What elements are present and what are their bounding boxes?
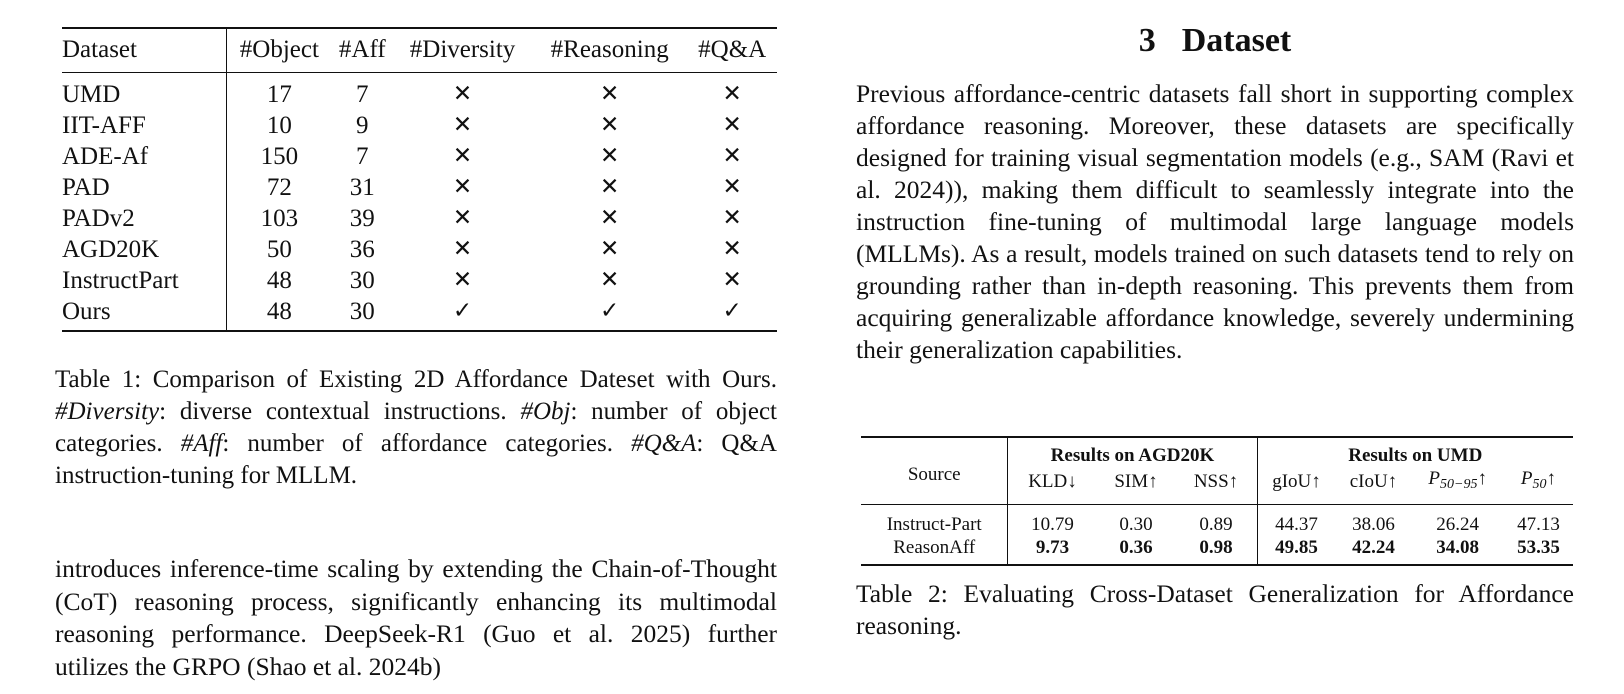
cell-aff: 7 [356,81,369,108]
cell-source: ReasonAff [861,536,1008,565]
p-subscript: 50 [1532,477,1547,492]
cell-object: 150 [260,143,299,170]
caption-text: : number of affordance categories. [222,430,632,457]
caption-text: : number of object categories. [55,398,777,457]
cell-object: 50 [266,236,292,263]
header-giou: gIoU↑ [1257,467,1335,505]
table-row [861,536,1573,565]
caption-text: : Q&A instruction-tuning for MLLM. [55,430,777,489]
cell-value-bold: 49.85 [1257,536,1335,565]
header-nss: NSS↑ [1175,467,1257,505]
cross-mark: ✕ [452,112,473,138]
cross-mark: ✕ [600,236,620,262]
cell-aff: 9 [356,112,369,139]
cross-mark: ✕ [600,112,620,138]
cell-value: 10.79 [1031,514,1074,535]
header-kld: KLD↓ [1008,467,1097,505]
cell-value: 44.37 [1275,514,1318,535]
section-heading [856,22,1574,60]
cell-value: 0.89 [1175,505,1257,537]
cell-object: 10 [266,112,292,139]
header-reasoning: #Reasoning [532,28,687,73]
table-row [861,505,1573,537]
table-2-caption: Table 2: Evaluating Cross-Dataset Generalization for Affordance reasoning. [856,579,1574,640]
table-row [62,141,777,172]
caption-math: #Q&A [631,430,697,457]
cell-dataset: AGD20K [62,234,227,265]
cell-dataset: UMD [62,73,227,111]
cross-mark: ✕ [600,205,620,231]
cell-value: 26.24 [1436,514,1480,535]
up-arrow: ↑ [1546,468,1556,489]
cell-dataset: InstructPart [62,265,227,296]
cross-mark: ✕ [722,267,742,293]
cross-mark: ✕ [722,205,742,231]
p-symbol: P [1520,468,1533,489]
cross-mark: ✕ [600,174,620,200]
table-row [62,203,777,234]
cell-value-bold: 53.35 [1504,536,1573,565]
cell-object: 48 [266,267,292,294]
left-body-paragraph: introduces inference-time scaling by extending the Chain-of-Thought (CoT) reasoning process, significantly enhancing its multimodal reasoning performance. DeepSeek-R1 (Guo et al. 2025) further utilizes the GRPO (Shao et al. 2024b) [55,554,777,681]
cross-mark: ✕ [452,205,473,231]
cell-source: Instruct-Part [861,505,1008,537]
header-sim: SIM↑ [1097,467,1176,505]
cell-aff: 31 [349,174,375,201]
cell-dataset: PADv2 [62,203,227,234]
header-p50 [1504,467,1573,505]
cell-value-bold: 42.24 [1335,536,1411,565]
check-mark: ✓ [532,296,687,331]
cross-mark: ✕ [600,143,620,169]
cross-mark: ✕ [452,81,473,107]
cross-mark: ✕ [722,81,742,107]
cell-aff: 30 [332,296,394,331]
p-symbol: P [1428,468,1440,489]
cross-mark: ✕ [600,81,620,107]
cell-value: 47.13 [1517,514,1560,535]
cell-value-bold: 9.73 [1008,536,1097,565]
cross-mark: ✕ [600,267,620,293]
cross-mark: ✕ [452,236,473,262]
cell-aff: 7 [356,143,369,170]
section-body-paragraph: Previous affordance-centric datasets fall short in supporting complex affordance reasoning. Moreover, these datasets are specifically designed for training visual segmentation models (e.g., SAM (Ravi et al. 2024)), making them difficult to seamlessly integrate into the instruction fine-tuning of multimodal large language models (MLLMs). As a result, models trained on such datasets tend to rely on grounding rather than in-depth reasoning. This prevents them from acquiring generalizable affordance knowledge, severely undermining their generalization capabilities. [856,79,1574,364]
header-source: Source [861,437,1008,505]
table-1 [62,27,777,332]
check-mark: ✓ [687,296,777,331]
cross-mark: ✕ [452,174,473,200]
table-1-caption [55,364,777,492]
header-ciou: cIoU↑ [1335,467,1411,505]
header-qa: #Q&A [687,28,777,73]
cell-value-bold: 0.98 [1175,536,1257,565]
caption-text: : diverse contextual instructions. [159,398,521,425]
cross-mark: ✕ [452,267,473,293]
section-title: Dataset [1181,22,1292,59]
header-p50-95 [1411,467,1503,505]
cell-dataset: Ours [62,296,227,331]
cell-aff: 39 [349,205,375,232]
header-object: #Object [227,28,332,73]
cell-dataset: IIT-AFF [62,110,227,141]
section-number: 3 [1138,22,1156,59]
table-row [62,234,777,265]
caption-math: #Obj [520,398,571,425]
header-dataset: Dataset [62,28,227,73]
cross-mark: ✕ [722,112,742,138]
header-aff: #Aff [332,28,394,73]
cell-aff: 36 [349,236,375,263]
cell-value: 0.30 [1119,514,1153,535]
cell-object: 72 [266,174,292,201]
table-row [62,73,777,111]
table-row [62,110,777,141]
cross-mark: ✕ [722,174,742,200]
cell-value: 38.06 [1352,514,1395,535]
cell-aff: 30 [349,267,375,294]
table-row [62,265,777,296]
cell-value-bold: 0.36 [1097,536,1176,565]
table-2-header-row [861,437,1573,467]
p-subscript: 50−95 [1440,477,1478,492]
cross-mark: ✕ [722,236,742,262]
table-2 [861,436,1573,566]
header-diversity: #Diversity [393,28,532,73]
cell-object: 48 [227,296,332,331]
cell-value-bold: 34.08 [1411,536,1503,565]
cross-mark: ✕ [452,143,473,169]
table-row [62,296,777,331]
cell-object: 103 [260,205,299,232]
caption-text: Table 1: Comparison of Existing 2D Affordance Dateset with Ours. [55,366,777,393]
header-group-agd20k: Results on AGD20K [1008,437,1257,467]
table-row [62,172,777,203]
table-1-header-row [62,28,777,73]
up-arrow: ↑ [1477,468,1487,489]
caption-math: #Diversity [55,398,160,425]
cell-dataset: ADE-Af [62,141,227,172]
cell-object: 17 [266,81,292,108]
check-mark: ✓ [393,296,532,331]
caption-math: #Aff [180,430,223,457]
cell-dataset: PAD [62,172,227,203]
cross-mark: ✕ [722,143,742,169]
header-group-umd: Results on UMD [1257,437,1573,467]
